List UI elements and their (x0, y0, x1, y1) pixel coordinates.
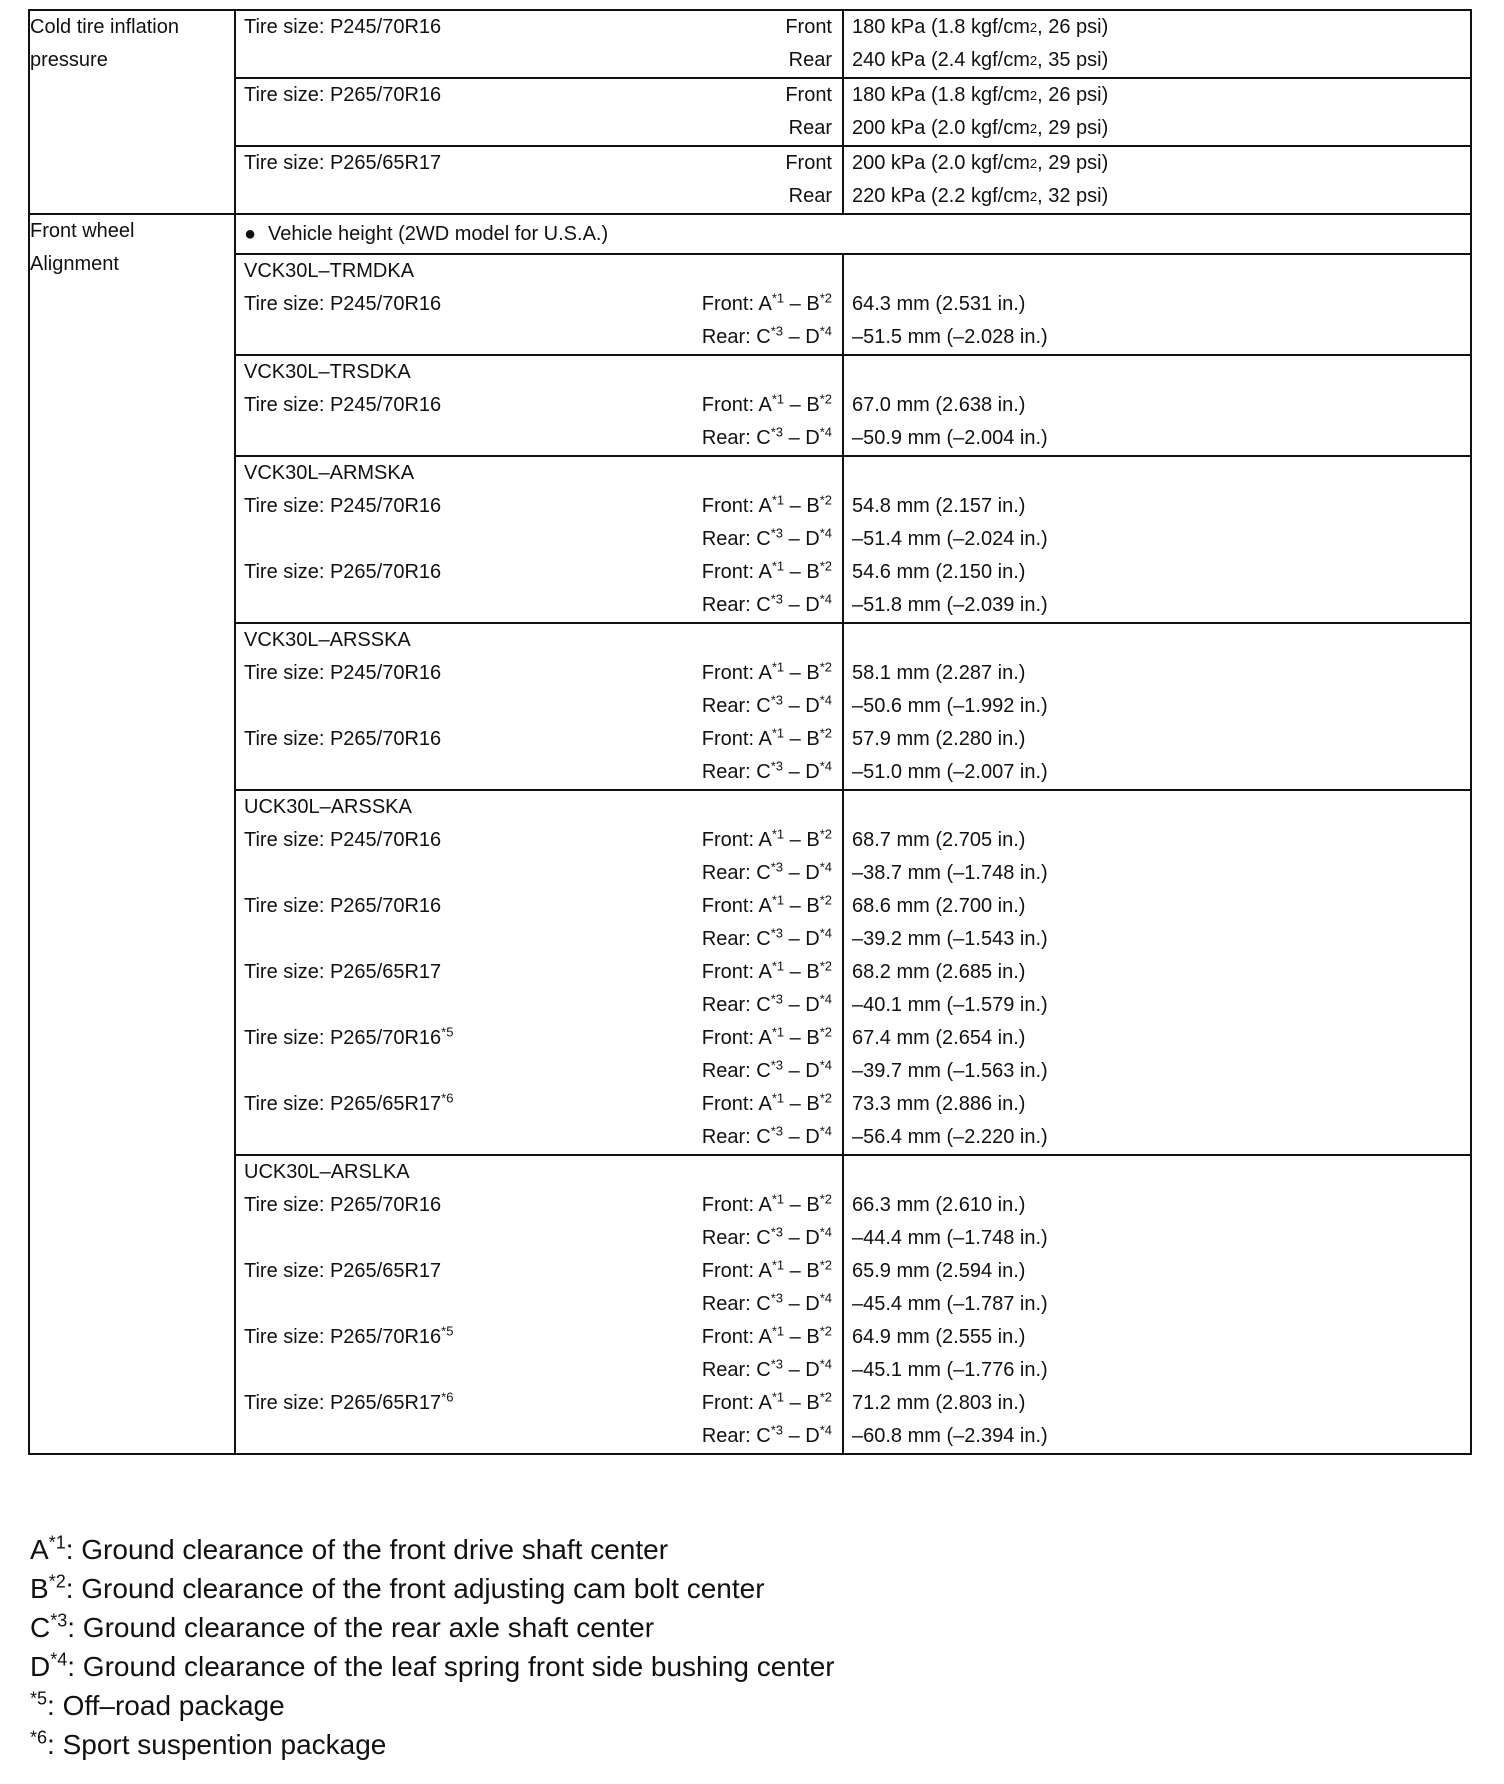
tire-size: Tire size: P265/70R16 (244, 561, 442, 583)
rear-position: Rear: $C^{*3} - D^{*4}$ (701, 925, 832, 950)
model-code: VCK30L–TRSDKA (244, 361, 411, 383)
tire-size: Tire size: P245/70R16 (244, 829, 442, 851)
pressure-cell (843, 146, 1471, 214)
front-position: Front: $A^{*1} - B^{*2}$ (701, 892, 832, 917)
rear-height: –51.8 mm (–2.039 in.) (852, 594, 1048, 616)
model-row (29, 456, 1471, 623)
rear-position: Rear: $C^{*3} - D^{*4}$ (701, 424, 832, 449)
front-height: 67.4 mm (2.654 in.) (852, 1027, 1026, 1049)
model-cell (235, 456, 843, 623)
rear-position: Rear: $C^{*3} - D^{*4}$ (701, 758, 832, 783)
cold-tire-row (29, 146, 1471, 214)
model-row (29, 355, 1471, 456)
tire-size: Tire size: P245/70R16 (244, 394, 442, 416)
rear-height: –38.7 mm (–1.748 in.) (852, 862, 1048, 884)
rear-height: –45.4 mm (–1.787 in.) (852, 1293, 1048, 1315)
footnote: $B^{*2}$: Ground clearance of the front adjusting cam bolt center (30, 1571, 765, 1604)
rear-height: –50.6 mm (–1.992 in.) (852, 695, 1048, 717)
rear-position: Rear: $C^{*3} - D^{*4}$ (701, 1123, 832, 1148)
model-row (29, 623, 1471, 790)
tire-size: Tire size: P265/65R17$^{*6}$ (244, 1090, 454, 1115)
front-height: 54.6 mm (2.150 in.) (852, 561, 1026, 583)
front-height: 57.9 mm (2.280 in.) (852, 728, 1026, 750)
alignment-subheading-row (29, 214, 1471, 254)
tire-size: Tire size: P265/65R17$^{*6}$ (244, 1389, 454, 1414)
tire-size-cell (235, 146, 843, 214)
rear-height: –50.9 mm (–2.004 in.) (852, 427, 1048, 449)
rear-label: Rear (788, 49, 832, 71)
pressure-cell (843, 78, 1471, 146)
front-height: 54.8 mm (2.157 in.) (852, 495, 1026, 517)
front-position: Front: $A^{*1} - B^{*2}$ (701, 290, 832, 315)
model-cell (235, 1155, 843, 1454)
front-position: Front: $A^{*1} - B^{*2}$ (701, 826, 832, 851)
front-height: 71.2 mm (2.803 in.) (852, 1392, 1026, 1414)
tire-size: Tire size: P265/70R16 (244, 728, 442, 750)
front-label: Front (785, 16, 832, 38)
front-height: 68.6 mm (2.700 in.) (852, 895, 1026, 917)
height-cell (843, 790, 1471, 1155)
cold-tire-row (29, 78, 1471, 146)
tire-size: Tire size: P265/70R16 (244, 1194, 442, 1216)
front-position: Front: $A^{*1} - B^{*2}$ (701, 558, 832, 583)
alignment-label-text: Front wheel Alignment (30, 220, 135, 275)
front-height: 67.0 mm (2.638 in.) (852, 394, 1026, 416)
alignment-subheading (235, 214, 1471, 254)
cold-tire-row (29, 10, 1471, 78)
tire-size: Tire size: P245/70R16 (244, 16, 442, 38)
model-cell (235, 623, 843, 790)
front-label: Front (785, 84, 832, 106)
footnote: $C^{*3}$: Ground clearance of the rear axle shaft center (30, 1610, 655, 1643)
model-code: VCK30L–ARSSKA (244, 629, 411, 651)
rear-position: Rear: $C^{*3} - D^{*4}$ (701, 859, 832, 884)
tire-size: Tire size: P265/70R16$^{*5}$ (244, 1323, 454, 1348)
height-cell (843, 623, 1471, 790)
footnotes (30, 1530, 835, 1764)
tire-size-cell (235, 78, 843, 146)
model-row (29, 254, 1471, 355)
rear-position: Rear: $C^{*3} - D^{*4}$ (701, 525, 832, 550)
rear-pressure: 220 kPa (2.2 kgf/cm 2 , 32 psi) (852, 185, 1109, 207)
rear-height: –56.4 mm (–2.220 in.) (852, 1126, 1048, 1148)
front-height: 73.3 mm (2.886 in.) (852, 1093, 1026, 1115)
footnote: $D^{*4}$: Ground clearance of the leaf spring front side bushing center (30, 1649, 835, 1682)
front-height: 64.3 mm (2.531 in.) (852, 293, 1026, 315)
model-code: VCK30L–ARMSKA (244, 462, 415, 484)
front-position: Front: $A^{*1} - B^{*2}$ (701, 391, 832, 416)
rear-label: Rear (788, 185, 832, 207)
model-code: VCK30L–TRMDKA (244, 260, 415, 282)
tire-size: Tire size: P265/70R16 (244, 895, 442, 917)
rear-position: Rear: $C^{*3} - D^{*4}$ (701, 1057, 832, 1082)
rear-height: –40.1 mm (–1.579 in.) (852, 994, 1048, 1016)
front-height: 64.9 mm (2.555 in.) (852, 1326, 1026, 1348)
rear-label: Rear (788, 117, 832, 139)
cold-tire-label (29, 10, 235, 214)
rear-height: –45.1 mm (–1.776 in.) (852, 1359, 1048, 1381)
front-position: Front: $A^{*1} - B^{*2}$ (701, 659, 832, 684)
tire-size: Tire size: P245/70R16 (244, 293, 442, 315)
footnote: $^{*5}$: Off–road package (30, 1688, 285, 1721)
front-position: Front: $A^{*1} - B^{*2}$ (701, 1257, 832, 1282)
alignment-label (29, 214, 235, 1454)
front-pressure: 180 kPa (1.8 kgf/cm 2 , 26 psi) (852, 16, 1109, 38)
rear-height: –39.7 mm (–1.563 in.) (852, 1060, 1048, 1082)
footnote: $A^{*1}$: Ground clearance of the front drive shaft center (30, 1532, 669, 1565)
pressure-cell (843, 10, 1471, 78)
rear-position: Rear: $C^{*3} - D^{*4}$ (701, 991, 832, 1016)
front-pressure: 180 kPa (1.8 kgf/cm 2 , 26 psi) (852, 84, 1109, 106)
rear-position: Rear: $C^{*3} - D^{*4}$ (701, 1422, 832, 1447)
rear-position: Rear: $C^{*3} - D^{*4}$ (701, 1356, 832, 1381)
rear-pressure: 240 kPa (2.4 kgf/cm 2 , 35 psi) (852, 49, 1109, 71)
front-position: Front: $A^{*1} - B^{*2}$ (701, 958, 832, 983)
front-position: Front: $A^{*1} - B^{*2}$ (701, 1090, 832, 1115)
height-cell (843, 254, 1471, 355)
tire-size: Tire size: P265/65R17 (244, 152, 442, 174)
tire-size: Tire size: P245/70R16 (244, 662, 442, 684)
tire-size: Tire size: P265/70R16$^{*5}$ (244, 1024, 454, 1049)
height-cell (843, 1155, 1471, 1454)
subheading-text: Vehicle height (2WD model for U.S.A.) (268, 223, 609, 245)
rear-height: –51.4 mm (–2.024 in.) (852, 528, 1048, 550)
front-position: Front: $A^{*1} - B^{*2}$ (701, 1024, 832, 1049)
front-position: Front: $A^{*1} - B^{*2}$ (701, 1191, 832, 1216)
front-height: 66.3 mm (2.610 in.) (852, 1194, 1026, 1216)
height-cell (843, 355, 1471, 456)
rear-position: Rear: $C^{*3} - D^{*4}$ (701, 591, 832, 616)
tire-size: Tire size: P245/70R16 (244, 495, 442, 517)
model-row (29, 790, 1471, 1155)
rear-height: –51.0 mm (–2.007 in.) (852, 761, 1048, 783)
rear-position: Rear: $C^{*3} - D^{*4}$ (701, 1224, 832, 1249)
front-height: 65.9 mm (2.594 in.) (852, 1260, 1026, 1282)
front-height: 58.1 mm (2.287 in.) (852, 662, 1026, 684)
front-position: Front: $A^{*1} - B^{*2}$ (701, 725, 832, 750)
bullet-icon: ● (244, 223, 257, 245)
rear-height: –44.4 mm (–1.748 in.) (852, 1227, 1048, 1249)
model-code: UCK30L–ARSLKA (244, 1161, 410, 1183)
rear-height: –51.5 mm (–2.028 in.) (852, 326, 1048, 348)
rear-position: Rear: $C^{*3} - D^{*4}$ (701, 323, 832, 348)
front-height: 68.2 mm (2.685 in.) (852, 961, 1026, 983)
height-cell (843, 456, 1471, 623)
rear-position: Rear: $C^{*3} - D^{*4}$ (701, 1290, 832, 1315)
spec-table (28, 9, 1472, 1455)
model-cell (235, 790, 843, 1155)
front-position: Front: $A^{*1} - B^{*2}$ (701, 492, 832, 517)
front-position: Front: $A^{*1} - B^{*2}$ (701, 1323, 832, 1348)
tire-size-cell (235, 10, 843, 78)
footnote: $^{*6}$: Sport suspention package (30, 1727, 387, 1760)
model-row (29, 1155, 1471, 1454)
tire-size: Tire size: P265/70R16 (244, 84, 442, 106)
front-height: 68.7 mm (2.705 in.) (852, 829, 1026, 851)
rear-height: –39.2 mm (–1.543 in.) (852, 928, 1048, 950)
rear-position: Rear: $C^{*3} - D^{*4}$ (701, 692, 832, 717)
rear-height: –60.8 mm (–2.394 in.) (852, 1425, 1048, 1447)
front-label: Front (785, 152, 832, 174)
tire-size: Tire size: P265/65R17 (244, 961, 442, 983)
tire-size: Tire size: P265/65R17 (244, 1260, 442, 1282)
cold-tire-label-text: Cold tire inflation pressure (30, 16, 179, 71)
model-cell (235, 355, 843, 456)
model-code: UCK30L–ARSSKA (244, 796, 412, 818)
front-position: Front: $A^{*1} - B^{*2}$ (701, 1389, 832, 1414)
front-pressure: 200 kPa (2.0 kgf/cm 2 , 29 psi) (852, 152, 1109, 174)
model-cell (235, 254, 843, 355)
rear-pressure: 200 kPa (2.0 kgf/cm 2 , 29 psi) (852, 117, 1109, 139)
